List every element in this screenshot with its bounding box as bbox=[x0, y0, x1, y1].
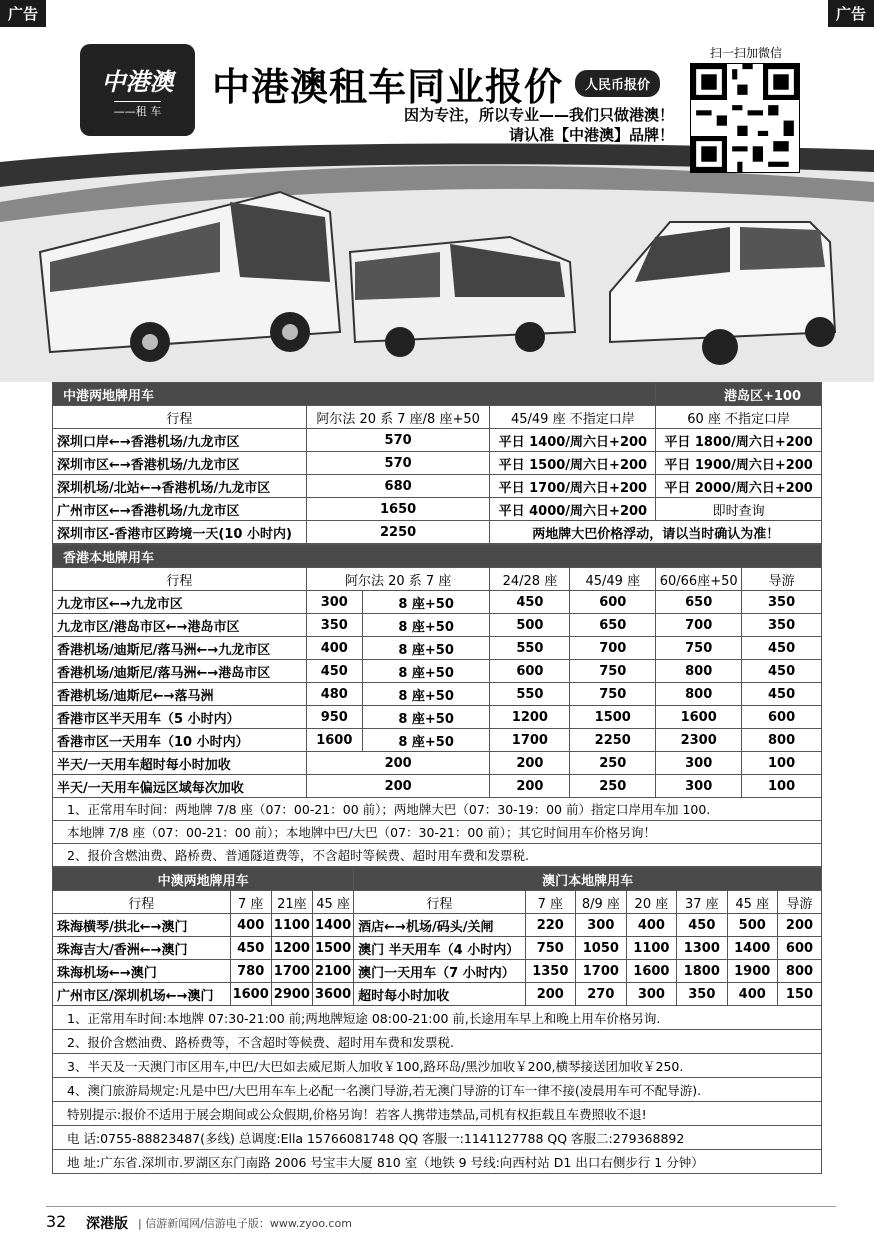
price-cell: 150 bbox=[777, 983, 821, 1006]
section-extra: 港岛区+100 bbox=[656, 383, 822, 406]
minibus-image bbox=[350, 237, 575, 357]
table-row bbox=[53, 752, 822, 775]
table-row bbox=[53, 429, 822, 452]
table-row bbox=[53, 706, 822, 729]
note-row bbox=[53, 844, 822, 867]
footer-divider bbox=[46, 1206, 836, 1207]
hk-crossborder-table bbox=[52, 382, 822, 544]
table-row bbox=[53, 521, 822, 544]
price-cell: 8 座+50 bbox=[362, 591, 490, 614]
price-cell: 700 bbox=[570, 637, 656, 660]
price-cell: 450 bbox=[677, 914, 727, 937]
table-header-row bbox=[53, 568, 822, 591]
table-row bbox=[53, 660, 822, 683]
price-cell: 250 bbox=[570, 752, 656, 775]
route-cell: 半天/一天用车偏远区域每次加收 bbox=[53, 775, 307, 798]
price-cell: 450 bbox=[742, 637, 822, 660]
price-cell: 1100 bbox=[271, 914, 312, 937]
route-cell: 珠海吉大/香洲←→澳门 bbox=[53, 937, 231, 960]
price-cell: 1700 bbox=[576, 960, 627, 983]
price-cell: 300 bbox=[626, 983, 676, 1006]
hk-local-table bbox=[52, 544, 822, 867]
table-header-row bbox=[53, 891, 822, 914]
table-row bbox=[53, 914, 822, 937]
route-cell: 香港市区一天用车（10 小时内） bbox=[53, 729, 307, 752]
column-header: 20 座 bbox=[626, 891, 676, 914]
column-header: 阿尔法 20 系 7 座 bbox=[306, 568, 490, 591]
page-number: 32 bbox=[46, 1212, 67, 1231]
price-cell: 400 bbox=[626, 914, 676, 937]
price-cell: 750 bbox=[525, 937, 575, 960]
price-cell: 8 座+50 bbox=[362, 729, 490, 752]
price-cell: 350 bbox=[742, 591, 822, 614]
column-header: 行程 bbox=[53, 891, 231, 914]
note-text: 1、正常用车时间:本地牌 07:30-21:00 前;两地牌短途 08:00-21:00 前,长途用车早上和晚上用车价格另询. bbox=[53, 1006, 822, 1030]
section-bar bbox=[53, 545, 822, 568]
note-text: 1、正常用车时间：两地牌 7/8 座（07：00-21：00 前）；两地牌大巴（07：30-19：00 前）指定口岸用车加 100. bbox=[53, 798, 822, 821]
slogan-line-2: 请认准【中港澳】品牌！ bbox=[508, 126, 674, 144]
price-cell: 平日 2000/周六日+200 bbox=[656, 475, 822, 498]
price-cell: 350 bbox=[677, 983, 727, 1006]
note-row bbox=[53, 1150, 822, 1174]
column-header: 60/66座+50 bbox=[656, 568, 742, 591]
column-header: 45/49 座 bbox=[570, 568, 656, 591]
price-cell: 1600 bbox=[656, 706, 742, 729]
price-cell: 500 bbox=[490, 614, 570, 637]
column-header: 37 座 bbox=[677, 891, 727, 914]
price-cell: 8 座+50 bbox=[362, 637, 490, 660]
price-cell: 1400 bbox=[312, 914, 353, 937]
price-cell: 700 bbox=[656, 614, 742, 637]
edition-label: 深港版 bbox=[86, 1216, 128, 1232]
bus-price-note: 两地牌大巴价格浮动，请以当时确认为准！ bbox=[490, 521, 822, 544]
note-row bbox=[53, 1006, 822, 1030]
price-cell: 平日 1500/周六日+200 bbox=[490, 452, 656, 475]
price-cell: 200 bbox=[525, 983, 575, 1006]
price-cell: 400 bbox=[727, 983, 777, 1006]
price-cell: 1800 bbox=[677, 960, 727, 983]
macau-notes bbox=[53, 1006, 822, 1174]
route-cell: 超时每小时加收 bbox=[354, 983, 525, 1006]
table-row bbox=[53, 775, 822, 798]
price-cell: 2250 bbox=[306, 521, 490, 544]
table-row bbox=[53, 683, 822, 706]
price-cell: 300 bbox=[306, 591, 362, 614]
note-row bbox=[53, 798, 822, 821]
price-cell: 1350 bbox=[525, 960, 575, 983]
price-cell: 600 bbox=[570, 591, 656, 614]
route-cell: 香港机场/迪斯尼/落马洲←→港岛市区 bbox=[53, 660, 307, 683]
price-cell: 1650 bbox=[306, 498, 490, 521]
price-cell: 350 bbox=[742, 614, 822, 637]
note-row bbox=[53, 1102, 822, 1126]
table-row bbox=[53, 983, 822, 1006]
site-label: | 信游新闻网/信游电子版：www.zyoo.com bbox=[138, 1217, 352, 1230]
section-title: 香港本地牌用车 bbox=[53, 545, 822, 568]
price-cell: 680 bbox=[306, 475, 490, 498]
route-cell: 深圳市区-香港市区跨境一天(10 小时内) bbox=[53, 521, 307, 544]
price-cell: 即时查询 bbox=[656, 498, 822, 521]
price-cell: 600 bbox=[490, 660, 570, 683]
brand-logo bbox=[80, 44, 195, 136]
price-cell: 2900 bbox=[271, 983, 312, 1006]
price-cell: 300 bbox=[656, 752, 742, 775]
price-cell: 1050 bbox=[576, 937, 627, 960]
column-header: 行程 bbox=[53, 406, 307, 429]
price-cell: 800 bbox=[656, 660, 742, 683]
column-header: 24/28 座 bbox=[490, 568, 570, 591]
hk-local-body bbox=[53, 591, 822, 752]
note-text: 地 址:广东省.深圳市.罗湖区东门南路 2006 号宝丰大厦 810 室（地铁 9 号线:向西村站 D1 出口右侧步行 1 分钟） bbox=[53, 1150, 822, 1174]
price-cell: 平日 4000/周六日+200 bbox=[490, 498, 656, 521]
table-row bbox=[53, 498, 822, 521]
column-header: 60 座 不指定口岸 bbox=[656, 406, 822, 429]
slogan-line-1: 因为专注，所以专业——我们只做港澳！ bbox=[403, 106, 674, 124]
route-cell: 酒店←→机场/码头/关闸 bbox=[354, 914, 525, 937]
route-cell: 珠海机场←→澳门 bbox=[53, 960, 231, 983]
note-row bbox=[53, 1126, 822, 1150]
price-cell: 300 bbox=[656, 775, 742, 798]
price-cell: 平日 1700/周六日+200 bbox=[490, 475, 656, 498]
price-cell: 1900 bbox=[727, 960, 777, 983]
price-cell: 8 座+50 bbox=[362, 614, 490, 637]
section-bar bbox=[53, 868, 822, 891]
section-bar bbox=[53, 383, 822, 406]
price-cell: 1600 bbox=[626, 960, 676, 983]
mpv-van-image bbox=[610, 222, 835, 365]
route-cell: 广州市区/深圳机场←→澳门 bbox=[53, 983, 231, 1006]
price-cell: 270 bbox=[576, 983, 627, 1006]
price-cell: 2100 bbox=[312, 960, 353, 983]
wechat-qr-code-image bbox=[690, 63, 800, 173]
route-cell: 香港机场/迪斯尼←→落马洲 bbox=[53, 683, 307, 706]
note-text: 本地牌 7/8 座（07：00-21：00 前）；本地牌中巴/大巴（07：30-21：00 前）；其它时间用车价格另询！ bbox=[53, 821, 822, 844]
price-cell: 750 bbox=[570, 683, 656, 706]
route-cell: 半天/一天用车超时每小时加收 bbox=[53, 752, 307, 775]
price-cell: 200 bbox=[306, 752, 490, 775]
column-header: 导游 bbox=[777, 891, 821, 914]
price-cell: 600 bbox=[742, 706, 822, 729]
price-cell: 600 bbox=[777, 937, 821, 960]
vehicle-photos bbox=[30, 182, 850, 382]
note-text: 3、半天及一天澳门市区用车,中巴/大巴如去威尼斯人加收￥100,路环岛/黑沙加收￥200,横琴接送团加收￥250. bbox=[53, 1054, 822, 1078]
note-text: 2、报价含燃油费、路桥费等，不含超时等候费、超时用车费和发票税. bbox=[53, 1030, 822, 1054]
column-header: 45 座 bbox=[727, 891, 777, 914]
table-header-row bbox=[53, 406, 822, 429]
section-title: 中澳两地牌用车 bbox=[53, 868, 354, 891]
price-cell: 1300 bbox=[677, 937, 727, 960]
route-cell: 广州市区←→香港机场/九龙市区 bbox=[53, 498, 307, 521]
logo-sub-text: ——租 车 bbox=[114, 101, 162, 119]
table-row bbox=[53, 637, 822, 660]
price-cell: 400 bbox=[230, 914, 271, 937]
price-cell: 550 bbox=[490, 637, 570, 660]
price-cell: 300 bbox=[576, 914, 627, 937]
price-cell: 200 bbox=[490, 752, 570, 775]
note-text: 2、报价含燃油费、路桥费、普通隧道费等，不含超时等候费、超时用车费和发票税. bbox=[53, 844, 822, 867]
price-cell: 1500 bbox=[570, 706, 656, 729]
note-text: 电 话:0755-88823487(多线) 总调度:Ella 15766081748 QQ 客服一:1141127788 QQ 客服二:279368892 bbox=[53, 1126, 822, 1150]
price-cell: 450 bbox=[490, 591, 570, 614]
table-row bbox=[53, 591, 822, 614]
price-cell: 650 bbox=[656, 591, 742, 614]
column-header: 8/9 座 bbox=[576, 891, 627, 914]
route-cell: 香港市区半天用车（5 小时内） bbox=[53, 706, 307, 729]
price-cell: 8 座+50 bbox=[362, 706, 490, 729]
price-cell: 100 bbox=[742, 752, 822, 775]
table-row bbox=[53, 475, 822, 498]
price-cell: 480 bbox=[306, 683, 362, 706]
price-cell: 1700 bbox=[490, 729, 570, 752]
price-cell: 200 bbox=[490, 775, 570, 798]
section-title: 澳门本地牌用车 bbox=[354, 868, 822, 891]
section-title: 中港两地牌用车 bbox=[53, 383, 656, 406]
price-cell: 550 bbox=[490, 683, 570, 706]
price-cell: 2250 bbox=[570, 729, 656, 752]
price-cell: 1500 bbox=[312, 937, 353, 960]
price-cell: 平日 1900/周六日+200 bbox=[656, 452, 822, 475]
table-row bbox=[53, 614, 822, 637]
price-cell: 400 bbox=[306, 637, 362, 660]
logo-main-text: 中港澳 bbox=[101, 67, 174, 96]
qr-label: 扫一扫加微信 bbox=[710, 46, 783, 60]
note-row bbox=[53, 1054, 822, 1078]
note-row bbox=[53, 1030, 822, 1054]
price-cell: 750 bbox=[570, 660, 656, 683]
route-cell: 澳门 半天用车（4 小时内） bbox=[354, 937, 525, 960]
price-cell: 1100 bbox=[626, 937, 676, 960]
macau-body bbox=[53, 914, 822, 1006]
price-cell: 平日 1800/周六日+200 bbox=[656, 429, 822, 452]
price-cell: 650 bbox=[570, 614, 656, 637]
route-cell: 香港机场/迪斯尼/落马洲←→九龙市区 bbox=[53, 637, 307, 660]
column-header: 45 座 bbox=[312, 891, 353, 914]
price-cell: 450 bbox=[742, 660, 822, 683]
price-cell: 800 bbox=[777, 960, 821, 983]
price-cell: 1600 bbox=[306, 729, 362, 752]
column-header: 行程 bbox=[53, 568, 307, 591]
price-cell: 450 bbox=[742, 683, 822, 706]
price-cell: 2300 bbox=[656, 729, 742, 752]
column-header: 7 座 bbox=[230, 891, 271, 914]
price-cell: 750 bbox=[656, 637, 742, 660]
price-cell: 450 bbox=[306, 660, 362, 683]
price-cell: 800 bbox=[656, 683, 742, 706]
page-title: 中港澳租车同业报价 bbox=[212, 65, 564, 109]
price-cell: 570 bbox=[306, 452, 490, 475]
route-cell: 珠海横琴/拱北←→澳门 bbox=[53, 914, 231, 937]
table-row bbox=[53, 452, 822, 475]
note-row bbox=[53, 821, 822, 844]
price-cell: 3600 bbox=[312, 983, 353, 1006]
price-cell: 8 座+50 bbox=[362, 683, 490, 706]
price-cell: 1200 bbox=[490, 706, 570, 729]
column-header: 导游 bbox=[742, 568, 822, 591]
price-cell: 200 bbox=[306, 775, 490, 798]
note-row bbox=[53, 1078, 822, 1102]
column-header: 21座 bbox=[271, 891, 312, 914]
price-cell: 100 bbox=[742, 775, 822, 798]
table-row bbox=[53, 937, 822, 960]
ad-tag-left: 广告 bbox=[0, 0, 46, 27]
ad-tag-right: 广告 bbox=[828, 0, 874, 27]
price-cell: 200 bbox=[777, 914, 821, 937]
route-cell: 深圳口岸←→香港机场/九龙市区 bbox=[53, 429, 307, 452]
route-cell: 深圳机场/北站←→香港机场/九龙市区 bbox=[53, 475, 307, 498]
price-cell: 950 bbox=[306, 706, 362, 729]
price-cell: 1200 bbox=[271, 937, 312, 960]
route-cell: 深圳市区←→香港机场/九龙市区 bbox=[53, 452, 307, 475]
column-header: 阿尔法 20 系 7 座/8 座+50 bbox=[306, 406, 490, 429]
price-cell: 350 bbox=[306, 614, 362, 637]
note-text: 特别提示:报价不适用于展会期间或公众假期,价格另询！若客人携带违禁品,司机有权拒载且车费照收不退! bbox=[53, 1102, 822, 1126]
table-row bbox=[53, 960, 822, 983]
column-header: 45/49 座 不指定口岸 bbox=[490, 406, 656, 429]
price-cell: 450 bbox=[230, 937, 271, 960]
price-cell: 250 bbox=[570, 775, 656, 798]
price-cell: 8 座+50 bbox=[362, 660, 490, 683]
column-header: 行程 bbox=[354, 891, 525, 914]
price-cell: 220 bbox=[525, 914, 575, 937]
coach-bus-image bbox=[40, 192, 340, 362]
route-cell: 澳门一天用车（7 小时内） bbox=[354, 960, 525, 983]
route-cell: 九龙市区←→九龙市区 bbox=[53, 591, 307, 614]
price-cell: 500 bbox=[727, 914, 777, 937]
macau-table bbox=[52, 867, 822, 1174]
price-cell: 800 bbox=[742, 729, 822, 752]
price-cell: 1700 bbox=[271, 960, 312, 983]
currency-badge: 人民币报价 bbox=[575, 70, 660, 97]
note-text: 4、澳门旅游局规定:凡是中巴/大巴用车车上必配一名澳门导游,若无澳门导游的订车一律不接(凌晨用车可不配导游). bbox=[53, 1078, 822, 1102]
price-cell: 570 bbox=[306, 429, 490, 452]
price-cell: 1400 bbox=[727, 937, 777, 960]
price-cell: 1600 bbox=[230, 983, 271, 1006]
route-cell: 九龙市区/港岛市区←→港岛市区 bbox=[53, 614, 307, 637]
table-row bbox=[53, 729, 822, 752]
column-header: 7 座 bbox=[525, 891, 575, 914]
price-sheet bbox=[52, 382, 822, 1174]
price-cell: 平日 1400/周六日+200 bbox=[490, 429, 656, 452]
price-cell: 780 bbox=[230, 960, 271, 983]
